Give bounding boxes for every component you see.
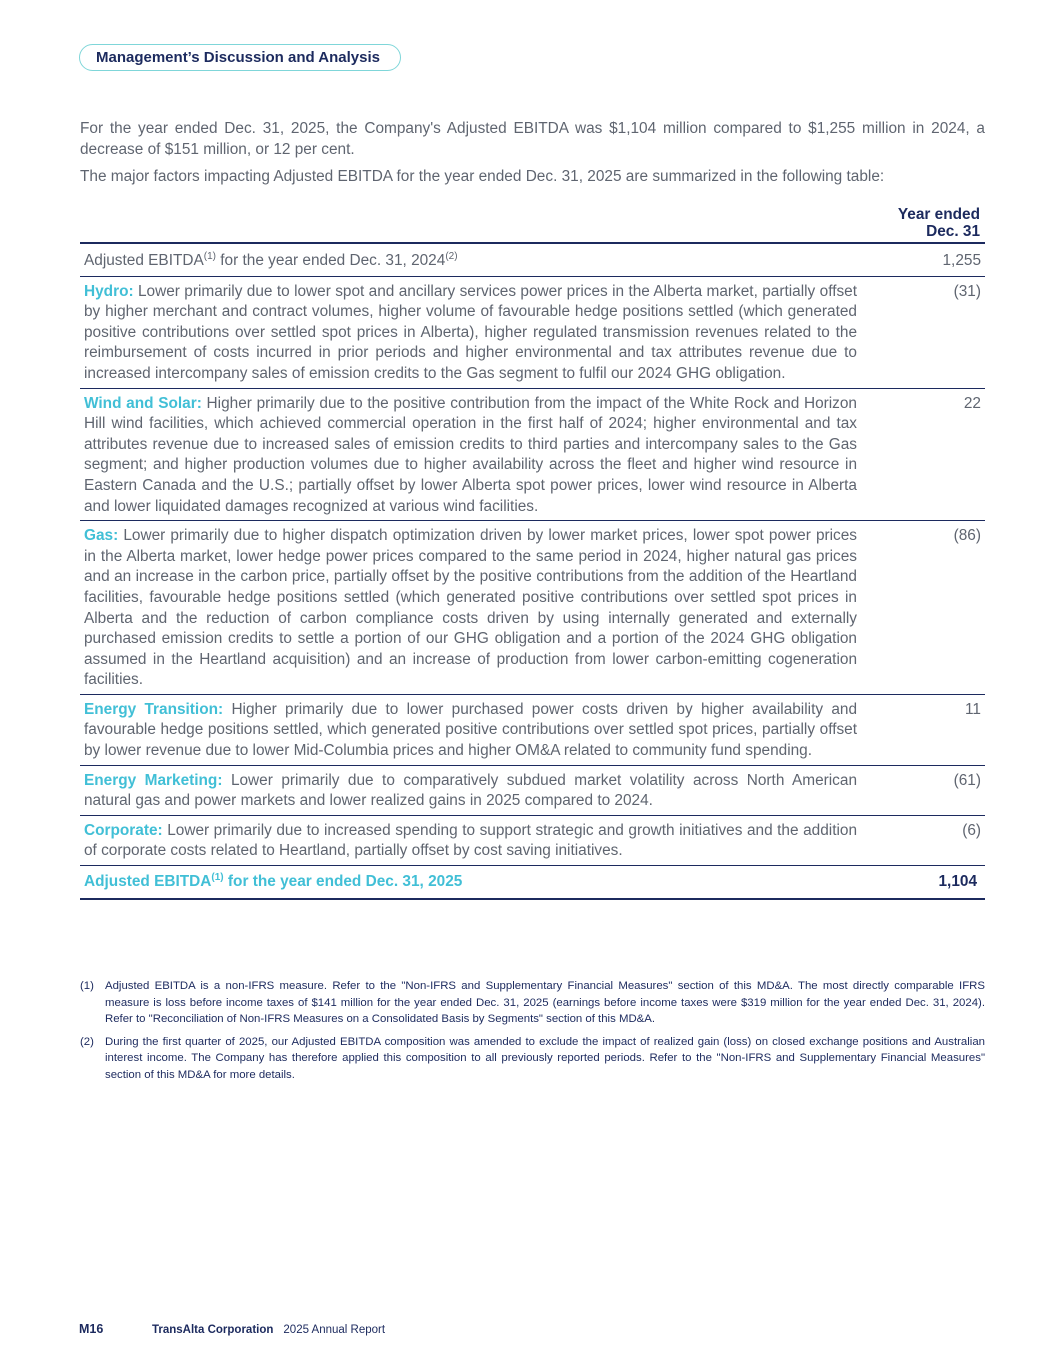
factor-text: Higher primarily due to lower purchased power costs driven by higher availability and favourable hedge positions settled, which generated positive contributions over settled spot prices, partially offset by lower revenue due to lower Mid-Columbia prices and higher OM&A related to community fund spending. [84,700,858,760]
opening-balance-label: Adjusted EBITDA$^{(1)}$ for the year ended Dec. 31, 2024$^{(2)}$ [80,243,861,276]
factor-label: Gas: [84,527,119,545]
factor-text: Lower primarily due to comparatively subdued market volatility across North American natural gas and power markets and lower realized gains in 2025 compared to 2024. [84,771,858,810]
factor-text: Lower primarily due to increased spending to support strategic and growth initiatives and the addition of corporate costs related to Heartland, partially offset by cost saving initiatives. [84,821,858,860]
factor-row-gas [80,521,985,695]
page-footer [79,1322,385,1336]
factor-label: Wind and Solar: [84,394,202,412]
factor-text: Lower primarily due to lower spot and ancillary services power prices in the Alberta market, partially offset by higher merchant and contract volumes, higher volume of favourable hedge positions settled (which generated positive contributions over settled spot prices in Alberta), higher regulated transmission revenues related to the reimbursement of costs incurred in prior periods and higher environmental and tax attributes revenue due to increased intercompany sales of emission credits to the Gas segment to fulfil our 2024 GHG obligation. [84,282,857,382]
table-header-blank [80,204,861,243]
adjusted-ebitda-factors-table [80,204,985,900]
factor-value: (86) [861,521,985,695]
factor-label: Energy Marketing: [84,771,223,789]
factor-text: Lower primarily due to higher dispatch optimization driven by lower market prices, lower spot power prices in the Alberta market, lower hedge power prices compared to the same period in 2024, higher natural gas prices and an increase in the carbon price, partially offset by the positive contributions from the addition of the Heartland facilities, favourable hedge positions settled (which generated positive contributions over settled spot prices in Alberta and the reduction of carbon compliance costs driven by using internally generated and externally purchased emission credits to settle a portion of our GHG obligation and a portion of the 2024 GHG obligation assumed in the Heartland acquisition) and an increase of production from lower carbon-emitting cogeneration facilities. [84,527,858,689]
page-number: M16 [79,1322,104,1336]
factor-label: Energy Transition: [84,700,224,718]
intro-paragraph-1: For the year ended Dec. 31, 2025, the Company's Adjusted EBITDA was $1,104 million compared to $1,255 million in 2024, a decrease of $151 million, or 12 per cent. [80,120,985,158]
factor-value: 22 [861,388,985,521]
factor-value: (31) [861,276,985,388]
intro-text [80,118,985,193]
opening-balance-row [80,243,985,276]
factor-value: 11 [861,694,985,765]
factor-value: (6) [861,815,985,865]
opening-balance-value: 1,255 [861,243,985,276]
closing-balance-value: 1,104 [861,866,985,899]
intro-paragraph-2: The major factors impacting Adjusted EBITDA for the year ended Dec. 31, 2025 are summarized in the following table: [80,168,885,185]
footnote-2: (2) During the first quarter of 2025, our Adjusted EBITDA composition was amended to exclude the impact of realized gain (loss) on closed exchange positions and Australian interest income. The Company has therefore applied this composition to all previously reported periods. Refer to the "Non-IFRS and Supplementary Financial Measures" section of this MD&A for more details. [80,1035,985,1081]
section-header-pill [79,44,401,71]
factor-label: Hydro: [84,282,134,300]
factor-row-energy-marketing [80,765,985,815]
factor-value: (61) [861,765,985,815]
factor-text: Higher primarily due to the positive contribution from the impact of the White Rock and Horizon Hill wind facilities, which achieved commercial operation in the first half of 2024; higher environmental and tax attributes revenue due to increased sales of emission credits to third parties and intercompany sales to the Gas segment; and higher production volumes due to higher availability across the fleet and higher wind resource in Eastern Canada and the U.S.; partially offset by lower Alberta spot power prices, lower wind resource in Alberta and lower liquidated damages recognized at various wind facilities. [84,394,857,515]
section-title: Management’s Discussion and Analysis [96,49,380,66]
factor-row-wind-and-solar [80,388,985,521]
table-header-row [80,204,985,243]
footnote-1: (1) Adjusted EBITDA is a non-IFRS measure. Refer to the "Non-IFRS and Supplementary Financial Measures" section of this MD&A. The most directly comparable IFRS measure is loss before income taxes of $141 million for the year ended Dec. 31, 2025 (earnings before income taxes were $319 million for the year ended Dec. 31, 2024). Refer to "Reconciliation of Non-IFRS Measures on a Consolidated Basis by Segments" section of this MD&A. [80,980,985,1025]
closing-balance-row [80,866,985,899]
factor-row-energy-transition [80,694,985,765]
factor-row-corporate [80,815,985,865]
closing-balance-label: Adjusted EBITDA$^{(1)}$ for the year ended Dec. 31, 2025 [80,866,861,899]
report-name: 2025 Annual Report [283,1324,386,1336]
column-header-year-ended: Year ended Dec. 31 [861,204,985,243]
company-name: TransAlta Corporation [152,1324,274,1336]
factor-label: Corporate: [84,821,163,839]
footnotes [80,978,985,1089]
factor-row-hydro [80,276,985,388]
